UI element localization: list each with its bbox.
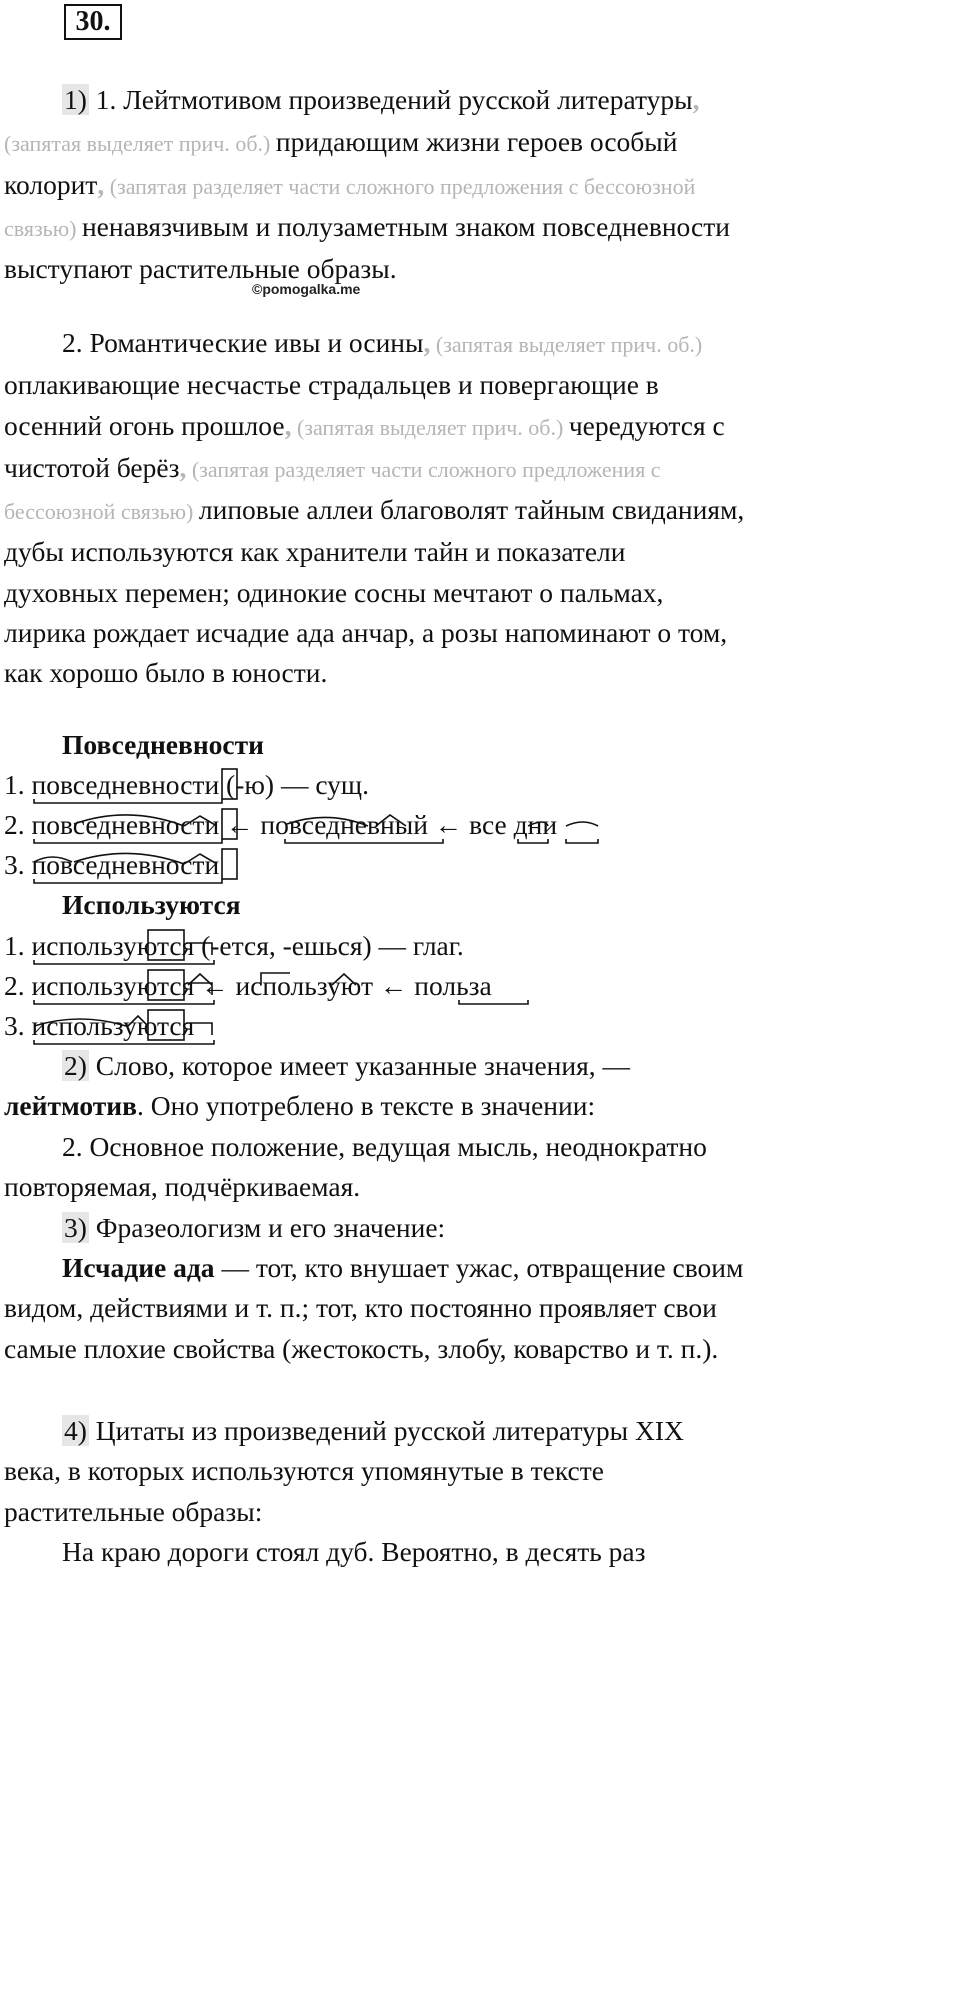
s1-text-a: 1. Лейтмотивом произведений русской литературы <box>88 84 693 115</box>
word1-ending: и <box>204 769 220 800</box>
word1-line1 <box>4 765 369 805</box>
word1-ending: и <box>204 849 220 880</box>
s1-comma1: , <box>692 84 700 115</box>
word2-line3 <box>4 1006 194 1046</box>
watermark: ©pomogalka.me <box>252 281 361 297</box>
line-number: 2. <box>4 809 32 840</box>
word1-root-word-a: все <box>469 809 507 840</box>
word2-ending: ют <box>136 970 170 1001</box>
word1-ending: и <box>204 809 220 840</box>
word2-postfix: ся <box>169 930 195 961</box>
word2-stem: использу <box>31 930 137 961</box>
word2-stem: использу <box>31 970 137 1001</box>
part2-answer-word: лейтмотив <box>4 1090 137 1122</box>
part2 <box>4 1046 746 1127</box>
part3-label: 3) <box>64 1212 87 1243</box>
part3 <box>4 1208 746 1248</box>
word1-stem: повседневност <box>31 769 205 800</box>
word1-line3 <box>4 845 219 885</box>
word1-forms: (-ю) — сущ. <box>219 769 369 800</box>
word2-line1 <box>4 926 464 966</box>
word2-postfix: ся <box>169 1010 195 1041</box>
s1-comma2: , <box>97 168 105 200</box>
derivation-arrow: ← <box>194 970 236 1001</box>
s2-note1: (запятая выделяет прич. об.) <box>430 332 703 357</box>
part1-sentence1 <box>4 80 746 289</box>
derivation-arrow: ← <box>427 809 470 840</box>
s2-text-d: липовые аллеи благоволят тайным свиданиям, дубы используются как хранители тайн и показатели духовных перемен; одинокие сосны мечтают о пальмах, лирика рождает исчадие ада анчар, а розы напоминают о том, как хорошо было в юности. <box>4 494 745 689</box>
word2-root-word: польза <box>414 970 492 1001</box>
line-number: 2. <box>4 970 32 1001</box>
word2-stem: использу <box>31 1010 137 1041</box>
word1-source-word: повседневный <box>260 809 428 840</box>
word2-forms: (-ется, -ешься) — глаг. <box>194 930 464 961</box>
s2-text-c: чередуются с чистотой берёз <box>4 409 725 483</box>
word2-source-word: используют <box>235 970 374 1001</box>
line-number: 3. <box>4 1010 32 1041</box>
s2-note2: (запятая выделяет прич. об.) <box>291 414 569 440</box>
part3-text: Фразеологизм и его значение: <box>88 1212 446 1243</box>
derivation-arrow: ← <box>219 809 261 840</box>
word1-stem: повседневност <box>31 849 205 880</box>
word2-line2 <box>4 966 492 1006</box>
phraseologism: Исчадие ада <box>62 1252 215 1283</box>
derivation-arrow: ← <box>373 970 415 1001</box>
word2-ending: ют <box>136 1010 170 1041</box>
word1-line2 <box>4 805 557 845</box>
s1-text-c: ненавязчивым и полузаметным знаком повседневности выступают растительные образы. <box>4 210 730 285</box>
part1-sentence2 <box>4 323 746 694</box>
line-number: 1. <box>4 769 32 800</box>
part4-label: 4) <box>64 1415 87 1446</box>
part4-quote: На краю дороги стоял дуб. Вероятно, в десять раз <box>62 1536 646 1567</box>
part4-text: Цитаты из произведений русской литературы XIX века, в которых используются упомянутые в тексте растительные образы: <box>4 1415 684 1527</box>
word1-root-word-b: дни <box>513 809 558 840</box>
stem-bracket <box>566 839 598 843</box>
word2-ending: ют <box>136 930 170 961</box>
space <box>507 809 514 840</box>
ending-box <box>222 849 237 879</box>
part2-label: 2) <box>64 1050 87 1081</box>
task-number-box: 30. <box>64 4 122 40</box>
s1-text-b: придающим жизни героев особый колорит <box>4 126 678 200</box>
s2-text-a: 2. Романтические ивы и осины <box>62 327 424 358</box>
analysis-word2-title: Используются <box>62 889 241 920</box>
analysis-word1-title: Повседневности <box>62 729 264 760</box>
s2-note3: (запятая разделяет части сложного предложения с бессоюзной связью) <box>4 456 661 525</box>
part3-definition <box>4 1248 746 1369</box>
s2-comma1: , <box>423 327 431 358</box>
part2-meaning: 2. Основное положение, ведущая мысль, неоднократно повторяемая, подчёркиваемая. <box>4 1131 707 1203</box>
part4 <box>4 1411 746 1532</box>
root-arc <box>566 822 598 826</box>
part1-label: 1) <box>64 84 87 115</box>
part2-text-end: . Оно употреблено в тексте в значении: <box>136 1090 596 1122</box>
s2-comma3: , <box>179 451 187 483</box>
word2-postfix: ся <box>169 970 195 1001</box>
s2-text-b: оплакивающие несчастье страдальцев и повергающие в осенний огонь прошлое <box>4 369 659 441</box>
word1-stem: повседневност <box>31 809 205 840</box>
s1-note1: (запятая выделяет прич. об.) <box>4 131 276 157</box>
phraseologism-meaning: — тот, кто внушает ужас, отвращение своим видом, действиями и т. п.; тот, кто постоянно проявляет свои самые плохие свойства (жестокость, злобу, коварство и т. п.). <box>4 1252 744 1364</box>
line-number: 1. <box>4 930 32 961</box>
line-number: 3. <box>4 849 32 880</box>
s1-note2: (запятая разделяет части сложного предложения с бессоюзной связью) <box>4 173 696 241</box>
part2-text: Слово, которое имеет указанные значения, — <box>88 1050 631 1081</box>
s2-comma2: , <box>284 409 292 441</box>
